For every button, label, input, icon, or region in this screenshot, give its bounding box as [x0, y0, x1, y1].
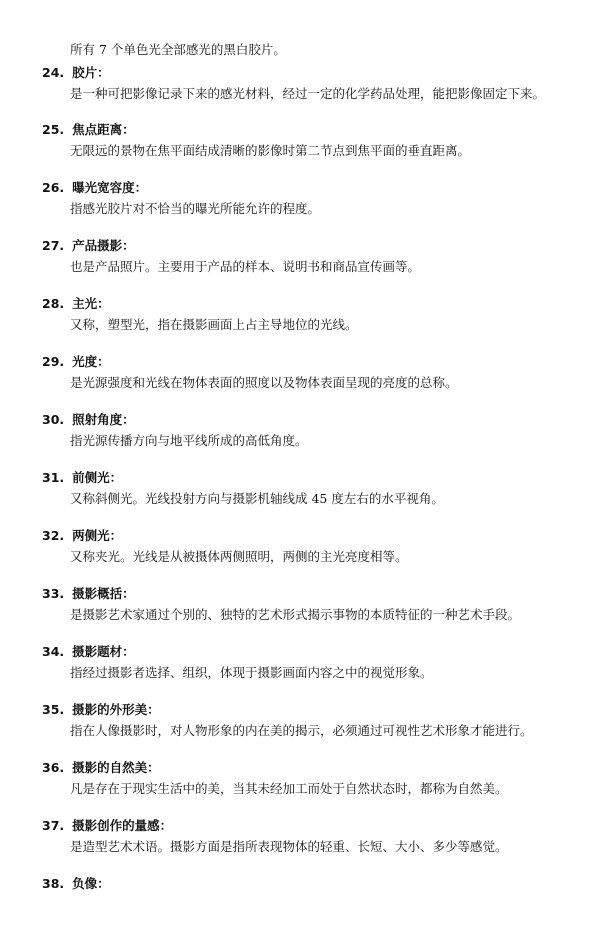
- entry-definition: 指光源传播方向与地平线所成的高低角度。: [70, 433, 308, 448]
- entry-number: 27.: [42, 238, 65, 253]
- entry-term: 前侧光：: [72, 470, 123, 485]
- entry-term: 照射角度：: [72, 412, 135, 427]
- entry-heading: [42, 296, 110, 312]
- entry-definition: 是摄影艺术家通过个别的、独特的艺术形式揭示事物的本质特征的一种艺术手段。: [70, 607, 521, 622]
- entry-heading: [42, 818, 172, 834]
- entry-definition: 又称夹光。光线是从被摄体两侧照明，两侧的主光亮度相等。: [70, 549, 408, 564]
- entry-heading: [42, 644, 135, 660]
- entry-term: 曝光宽容度：: [72, 180, 148, 195]
- entry-definition: 指经过摄影者选择、组织，体现于摄影画面内容之中的视觉形象。: [70, 665, 433, 680]
- entry-term: 摄影的外形美：: [72, 702, 160, 717]
- entry-number: 35.: [42, 702, 65, 717]
- entry-number: 31.: [42, 470, 65, 485]
- entry-number: 32.: [42, 528, 65, 543]
- entry-definition: 凡是存在于现实生活中的美，当其未经加工而处于自然状态时，都称为自然美。: [70, 781, 508, 796]
- entry-term: 主光：: [72, 296, 110, 311]
- entry-term: 光度：: [72, 354, 110, 369]
- entry-heading: [42, 65, 110, 81]
- entry-heading: [42, 876, 110, 892]
- entry-number: 38.: [42, 876, 65, 891]
- entry-term: 产品摄影：: [72, 238, 135, 253]
- entry-definition: 指感光胶片对不恰当的曝光所能允许的程度。: [70, 201, 321, 216]
- entry-heading: [42, 412, 135, 428]
- entry-definition: 指在人像摄影时，对人物形象的内在美的揭示，必须通过可视性艺术形象才能进行。: [70, 723, 533, 738]
- entry-definition: 又称斜侧光。光线投射方向与摄影机轴线成 45 度左右的水平视角。: [70, 491, 444, 506]
- entry-definition: 也是产品照片。主要用于产品的样本、说明书和商品宣传画等。: [70, 259, 421, 274]
- entry-number: 28.: [42, 296, 65, 311]
- entry-definition: 是造型艺术术语。摄影方面是指所表现物体的轻重、长短、大小、多少等感觉。: [70, 839, 508, 854]
- entry-heading: [42, 238, 135, 254]
- entry-number: 29.: [42, 354, 65, 369]
- entry-heading: [42, 470, 122, 486]
- entry-definition: 又称，塑型光，指在摄影画面上占主导地位的光线。: [70, 317, 358, 332]
- entry-term: 焦点距离：: [72, 122, 135, 137]
- entry-number: 26.: [42, 180, 65, 195]
- entry-definition: 是光源强度和光线在物体表面的照度以及物体表面呈现的亮度的总称。: [70, 375, 458, 390]
- entry-number: 30.: [42, 412, 65, 427]
- entry-heading: [42, 122, 135, 138]
- entry-heading: [42, 354, 110, 370]
- entry-heading: [42, 586, 135, 602]
- entry-heading: [42, 528, 122, 544]
- entry-number: 37.: [42, 818, 65, 833]
- entry-heading: [42, 760, 160, 776]
- entry-term: 负像：: [72, 876, 110, 891]
- entry-heading: [42, 702, 160, 718]
- entry-term: 摄影题材：: [72, 644, 135, 659]
- entry-number: 25.: [42, 122, 65, 137]
- entry-definition: 是一种可把影像记录下来的感光材料，经过一定的化学药品处理，能把影像固定下来。: [70, 86, 546, 101]
- lead-line: 所有 7 个单色光全部感光的黑白胶片。: [70, 42, 286, 57]
- entry-heading: [42, 180, 147, 196]
- entry-number: 36.: [42, 760, 65, 775]
- entry-term: 摄影的自然美：: [72, 760, 160, 775]
- entry-term: 两侧光：: [72, 528, 123, 543]
- entry-number: 24.: [42, 65, 65, 80]
- entry-term: 胶片：: [72, 65, 110, 80]
- entry-term: 摄影创作的量感：: [72, 818, 173, 833]
- entry-number: 34.: [42, 644, 65, 659]
- entry-term: 摄影概括：: [72, 586, 135, 601]
- entry-number: 33.: [42, 586, 65, 601]
- entry-definition: 无限远的景物在焦平面结成清晰的影像时第二节点到焦平面的垂直距离。: [70, 143, 471, 158]
